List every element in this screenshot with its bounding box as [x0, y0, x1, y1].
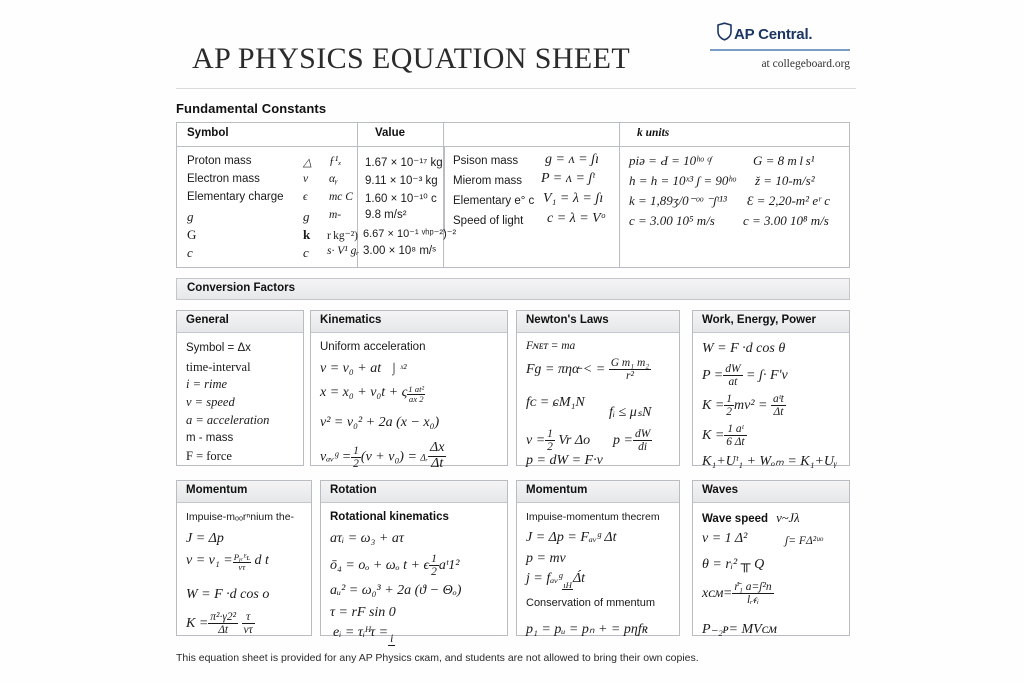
panel-title-momentum-right: Momentum	[517, 481, 679, 503]
momentum-left-eq-3: W = F ·d cos ο	[186, 587, 270, 602]
panel-kinematics	[310, 310, 508, 471]
panel-rotation	[320, 480, 508, 646]
logo-text: AP Central.	[734, 25, 813, 43]
wep-eq-1: W = F ·d cos θ	[702, 341, 786, 356]
const-right-left-0: piə = Ԁ = 10ʰᵒ ᵒ̸	[629, 153, 711, 168]
momentum-right-eq-2: p = mν	[526, 551, 566, 566]
panel-newtons-laws	[516, 310, 680, 466]
waves-eq-2: θ = rᵢ² ╥ Q	[702, 557, 765, 572]
const-name-4: G	[187, 227, 197, 242]
conversion-factors-label: Conversion Factors	[187, 282, 295, 294]
table-vline-3	[619, 123, 620, 267]
const-mid-name-2: Elementary e° c	[453, 195, 535, 207]
const-mid-eq-2: V₁ = λ = ʃı	[543, 191, 604, 206]
wep-eq-4: K = $\frac{\text{1 aᵗ}}{6 \Delta t}$	[702, 423, 745, 449]
panel-waves	[692, 480, 850, 636]
general-line-5: m - mass	[186, 432, 234, 444]
const-value-5: 3.00 × 10⁸ m/ˢ	[363, 245, 437, 257]
rotation-eq-2: ō₄ = οₒ + ωₒ t + ϵ $\frac{1}{2}$ aᵗ1²	[330, 553, 460, 579]
rotation-eq-4: τ = rF sin 0	[330, 605, 396, 620]
newtons-eq-3b: fᵢ ≤ μₛN	[609, 405, 652, 420]
panel-body-work-energy-power	[693, 333, 849, 469]
const-sym2-0: ƒ¹ₓ	[329, 155, 342, 167]
const-name-3: g	[187, 209, 194, 224]
momentum-right-eq-1: J = Δp = Fₐᵥᵍ Δt	[526, 530, 617, 545]
momentum-right-eq-3: j = fₐᵥᵍ ıH Δ́t	[526, 571, 586, 590]
fundamental-constants-table	[176, 122, 850, 268]
const-sym1-1: ν	[303, 173, 309, 185]
logo-subtitle: at collegeboard.org	[761, 58, 850, 70]
const-sym2-5: s· V¹ gᵣ	[327, 245, 360, 257]
const-value-4: 6.67 × 10⁻¹ ᵛʰᵖ⁻²)⁻²	[363, 228, 457, 240]
panel-body-newtons-laws	[517, 333, 679, 468]
general-line-6: F = force	[186, 449, 232, 463]
rotation-eq-3: aᵤ² = ω₀³ + 2a (ϑ − Θₒ)	[330, 583, 462, 598]
conversion-factors-bar	[176, 278, 850, 300]
panel-body-waves	[693, 503, 849, 637]
waves-eq-1b: ʃ= FΔ²ᵘᵒ	[785, 535, 823, 547]
const-sym2-4: r kg⁻²)	[327, 230, 358, 242]
momentum-left-eq-4: K = $\frac{\text{π²·γ2²}}{\Delta t}$ $\frac{\tau}{v\tau}$	[186, 611, 253, 637]
const-right-right-1: ž = 10-m/s²	[755, 173, 815, 188]
const-mid-eq-0: g = ʌ = ʃı	[545, 152, 600, 167]
momentum-right-eq-4: p₁ = pᵤ = pₙ + = pɳfʀ	[526, 622, 648, 637]
footer-note: This equation sheet is provided for any AP Physics cкam, and students are not allowed to bring their own copies.	[176, 652, 699, 664]
panel-title-rotation: Rotation	[321, 481, 507, 503]
ap-central-logo	[710, 22, 856, 70]
waves-eq-4: P₋₂ᴘ= MVᴄᴍ	[702, 622, 777, 637]
general-line-3: ν = speed	[186, 395, 235, 409]
const-sym1-5: c	[303, 245, 309, 260]
rotation-subhead: Rotational kinematics	[330, 511, 449, 523]
general-line-0: Symbol = Δx	[186, 342, 251, 354]
panel-title-work-energy-power: Work, Energy, Power	[693, 311, 849, 333]
panel-body-momentum-left	[177, 503, 311, 637]
const-right-right-2: Ɛ = 2,20-m² eʳ c	[747, 193, 831, 208]
newtons-eq-4b: p = $\frac{dW}{di}$	[613, 428, 651, 454]
col-header-units: k units	[637, 127, 670, 139]
rotation-eq-5: eᵢ = τᵢᴴτ = i	[333, 625, 394, 646]
panel-body-general	[177, 333, 303, 463]
const-right-right-3: c = 3.00 10⁸ m/s	[743, 213, 829, 228]
kinematics-subhead: Uniform acceleration	[320, 341, 426, 353]
panel-momentum-right	[516, 480, 680, 636]
momentum-right-subhead-2: Conservation of mmentum	[526, 597, 655, 609]
const-sym1-3: g	[303, 209, 310, 224]
logo-divider	[710, 49, 850, 51]
col-header-value: Value	[375, 127, 406, 139]
momentum-left-subhead: Impuise-mₒₒrⁿnium the-	[186, 511, 295, 523]
newtons-eq-3a: fᴄ = ɕM₁N	[526, 395, 585, 410]
rotation-eq-1: aτᵢ = ω₃ + aτ	[330, 531, 404, 546]
kinematics-eq-3: ν² = ν₀² + 2a (x − x₀)	[320, 415, 440, 430]
table-vline-4	[444, 147, 445, 233]
const-sym1-4: k	[303, 227, 311, 242]
const-name-5: c	[187, 245, 193, 260]
section-title-fundamental-constants: Fundamental Constants	[176, 101, 327, 116]
panel-title-momentum-left: Momentum	[177, 481, 311, 503]
waves-eq-3: xᴄᴍ= $\frac{\text{ŕ̄₁ a=ʃ²n}}{\text{Ɩᵣᵳᵢ}}$	[702, 581, 772, 607]
const-value-1: 9.11 × 10⁻³ kg	[365, 175, 438, 187]
const-mid-eq-3: c = λ = Vᵒ	[547, 211, 605, 226]
momentum-left-eq-1: J = Δp	[186, 531, 224, 546]
const-mid-eq-1: P = ʌ = ʃᵗ	[541, 171, 595, 186]
const-value-0: 1.67 × 10⁻¹⁷ kg	[365, 157, 443, 169]
general-line-1: time-interval	[186, 360, 251, 374]
shield-icon	[716, 22, 733, 46]
const-sym2-2: mc C	[329, 191, 353, 203]
const-value-2: 1.60 × 10⁻¹⁰ c	[365, 193, 437, 205]
momentum-left-eq-2: ν = ν₁ = $\frac{\text{Pᵧᵣᴱʟ}}{v\tau}$ d t	[186, 552, 269, 572]
const-sym2-3: m-	[329, 209, 342, 221]
newtons-eq-2: Fɡ = πηα̵ < = $\frac{\text{G m₁ m₂}}{\text{r²}}$	[526, 357, 650, 383]
panel-title-general: General	[177, 311, 303, 333]
general-line-4: a = acceleration	[186, 413, 270, 427]
const-mid-name-0: Psison mass	[453, 155, 519, 167]
kinematics-eq-1: ν = ν₀ + at ⌡ ˣ²	[320, 361, 407, 376]
panel-momentum-left	[176, 480, 312, 636]
momentum-right-subhead-1: Impuise-momentum thecrem	[526, 511, 660, 523]
panel-title-waves: Waves	[693, 481, 849, 503]
table-header-row	[177, 123, 849, 147]
const-sym1-2: ϵ	[303, 191, 308, 203]
const-right-left-2: k = 1,89ʒ/0⁻ᵒᵒ ⁻ʃᵗ¹³	[629, 193, 727, 208]
wep-eq-3: K = $\frac{1}{2}$ mν² = $\frac{\text{аᵗt}}{\Delta t}$	[702, 393, 784, 419]
const-right-right-0: G = 8 m l s¹	[753, 153, 815, 168]
panel-general	[176, 310, 304, 466]
waves-eq-1a: ν = 1 Δ²	[702, 531, 748, 546]
document-header	[176, 22, 856, 84]
const-name-1: Electron mass	[187, 173, 260, 185]
waves-subhead: Wave speed ν~Jλ	[702, 511, 800, 525]
const-name-2: Elementary charge	[187, 191, 284, 203]
newtons-eq-5: p = dW = F·ν	[526, 453, 603, 468]
wep-eq-2: P = $\frac{dW}{at}$ = ʃ· Fʹν	[702, 363, 788, 389]
col-header-symbol: Symbol	[187, 127, 229, 139]
kinematics-eq-4: νₐᵥᵍ = $\frac{1}{2}$ (ν + ν₀) = Δᵣ $\frac{\Delta x}{\Delta t}$	[320, 440, 445, 471]
const-sym2-1: αᵧ	[329, 173, 338, 185]
const-mid-name-3: Speed of light	[453, 215, 524, 227]
const-right-left-1: h = h = 10ˣ³ ʃ = 90ʰᵒ	[629, 173, 736, 188]
panel-title-newtons-laws: Newton's Laws	[517, 311, 679, 333]
const-name-0: Proton mass	[187, 155, 252, 167]
panel-title-kinematics: Kinematics	[311, 311, 507, 333]
panel-body-kinematics	[311, 333, 507, 471]
newtons-eq-1: Fɴᴇᴛ = ma	[526, 340, 576, 352]
const-sym1-0: △	[303, 157, 312, 169]
panel-body-rotation	[321, 503, 507, 646]
wep-eq-5: K₁+Uᵗ₁ + Wₒₘ = K₁+Uᵧ	[702, 454, 838, 469]
header-divider	[176, 88, 856, 89]
page-title: AP PHYSICS EQUATION SHEET	[192, 42, 631, 75]
const-right-left-3: c = 3.00 10⁵ m/s	[629, 213, 715, 228]
newtons-eq-4a: ν = $\frac{1}{2}$ Vr Δο	[526, 428, 591, 454]
const-value-3: 9.8 m/s²	[365, 209, 407, 221]
panel-body-momentum-right	[517, 503, 679, 637]
const-mid-name-1: Mierom mass	[453, 175, 523, 187]
kinematics-eq-2: x = x₀ + ν₀t + ς $\frac{\text{1 at²}}{аx 2}$	[320, 384, 425, 404]
general-line-2: i = rime	[186, 377, 228, 391]
panel-work-energy-power	[692, 310, 850, 469]
